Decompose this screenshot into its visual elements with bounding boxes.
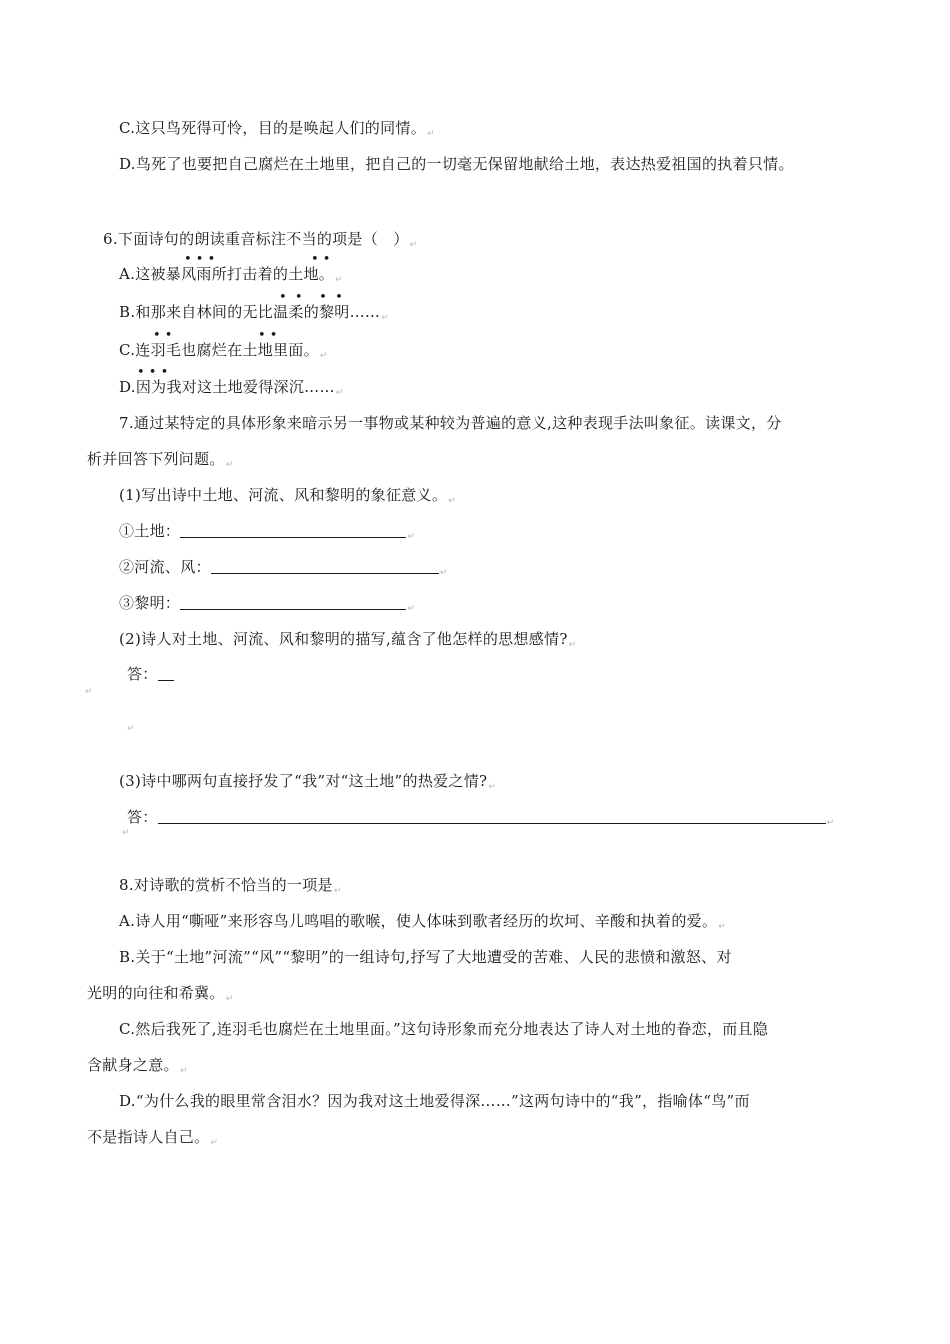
- q8-option-a-text: A.诗人用“嘶哑”来形容鸟儿鸣唱的歌喉，使人体味到歌者经历的坎坷、辛酸和执着的爱。: [119, 912, 718, 930]
- stray-paragraph-mark-2: ↵: [127, 724, 135, 734]
- q6-stem: [103, 229, 417, 255]
- emphasis-dots-d: • • •: [137, 365, 169, 380]
- q7-answer3-input[interactable]: [158, 809, 826, 824]
- q8-option-d-text-2: 不是指诗人自己。: [87, 1128, 210, 1146]
- paragraph-mark-icon: ↵: [333, 886, 342, 896]
- q7-blank1-label: ①土地：: [119, 522, 181, 540]
- emphasis-dots-c2: • •: [258, 328, 278, 343]
- q7-blank2-input[interactable]: [211, 559, 439, 574]
- q6-option-c: [119, 340, 328, 366]
- q7-answer2-row: [127, 664, 174, 684]
- q7-blank2-label: ②河流、风：: [119, 558, 211, 576]
- q6-option-a: [119, 264, 343, 290]
- q8-option-b-line2: [87, 983, 234, 1009]
- emphasis-dots-c1: • •: [153, 328, 173, 343]
- q7-stem-text-2: 析并回答下列问题。: [87, 450, 225, 468]
- q7-sub1-text: (1)写出诗中土地、河流、风和黎明的象征意义。: [119, 486, 448, 504]
- q7-answer3-row: [127, 807, 834, 833]
- paragraph-mark-icon: ↵: [225, 460, 234, 470]
- q6-option-b-text: B.和那来自林间的无比温柔的黎明……: [119, 303, 381, 321]
- stray-paragraph-mark-1: ↵: [85, 687, 93, 697]
- paragraph-mark-icon: ↵: [335, 275, 343, 285]
- paragraph-mark-icon: ↵: [718, 922, 727, 932]
- q7-sub1: [119, 485, 456, 511]
- paragraph-mark-icon: ↵: [568, 640, 577, 650]
- q8-option-b-text-1: B.关于“土地”河流”“风”“黎明”的一组诗句,抒写了大地遭受的苦难、人民的悲愤和激怒、对: [119, 948, 732, 966]
- q7-sub3: [119, 771, 496, 797]
- q7-sub2-text: (2)诗人对土地、河流、风和黎明的描写,蕴含了他怎样的思想感情?: [119, 630, 568, 648]
- q7-blank1-row: [119, 521, 415, 547]
- q8-stem-text: 8.对诗歌的赏析不恰当的一项是: [119, 876, 333, 894]
- paragraph-mark-icon: ↵: [381, 313, 390, 323]
- q8-option-c-text-1: C.然后我死了,连羽毛也腐烂在土地里面。”这句诗形象而充分地表达了诗人对土地的眷恋，而且隐: [119, 1020, 769, 1038]
- emphasis-dots-a2: • •: [311, 252, 331, 267]
- paragraph-mark-icon: ↵: [448, 496, 456, 506]
- q7-answer2-input[interactable]: [158, 666, 174, 681]
- paragraph-mark-icon: ↵: [826, 818, 835, 828]
- q7-answer3-label: 答：: [127, 808, 158, 826]
- paragraph-mark-icon: ↵: [179, 1066, 188, 1076]
- q8-option-b-line1: [119, 947, 732, 967]
- paragraph-mark-icon: ↵: [427, 129, 435, 139]
- paragraph-mark-icon: ↵: [210, 1138, 219, 1148]
- paragraph-mark-icon: ↵: [335, 388, 344, 398]
- paragraph-mark-icon: ↵: [409, 240, 418, 250]
- q7-stem-line2: [87, 449, 234, 475]
- q8-option-b-text-2: 光明的向往和希冀。: [87, 984, 225, 1002]
- q5-option-d: [119, 154, 794, 174]
- q8-stem: [119, 875, 342, 901]
- q8-option-d-text-1: D.“为什么我的眼里常含泪水？因为我对这土地爱得深……”这两句诗中的“我”，指喻体“鸟”而: [119, 1092, 750, 1110]
- q8-option-a: [119, 911, 726, 937]
- q7-blank2-row: [119, 557, 448, 583]
- q7-blank1-input[interactable]: [180, 523, 406, 538]
- paragraph-mark-icon: ↵: [225, 994, 234, 1004]
- q7-stem-text-1: 7.通过某特定的具体形象来暗示另一事物或某种较为普遍的意义,这种表现手法叫象征。读课文，分: [119, 414, 782, 432]
- q8-option-d-line1: [119, 1091, 750, 1111]
- q5-option-d-text: D.鸟死了也要把自己腐烂在土地里，把自己的一切毫无保留地献给土地，表达热爱祖国的执着只情。: [119, 155, 794, 173]
- q6-stem-text: 6.下面诗句的朗读重音标注不当的项是（ ）: [103, 230, 409, 248]
- q6-option-d: [119, 377, 344, 403]
- q5-option-c-text: C.这只鸟死得可怜，目的是唤起人们的同情。: [119, 119, 427, 137]
- q7-blank3-label: ③黎明：: [119, 594, 181, 612]
- q8-option-c-line1: [119, 1019, 768, 1039]
- paragraph-mark-icon: ↵: [319, 351, 328, 361]
- paragraph-mark-icon: ↵: [488, 782, 497, 792]
- q6-option-c-text: C.连羽毛也腐烂在土地里面。: [119, 341, 319, 359]
- q7-blank3-row: [119, 593, 415, 619]
- paragraph-mark-icon: ↵: [439, 568, 448, 578]
- q6-option-a-text: A.这被暴风雨所打击着的土地。: [119, 265, 335, 283]
- q7-sub2: [119, 629, 577, 655]
- q7-answer2-label: 答：: [127, 665, 158, 683]
- q8-option-c-line2: [87, 1055, 188, 1081]
- q7-blank3-input[interactable]: [180, 595, 406, 610]
- q7-stem-line1: [119, 413, 782, 433]
- emphasis-dots-a1: • • •: [184, 252, 216, 267]
- q7-sub3-text: (3)诗中哪两句直接抒发了“我”对“这土地”的热爱之情?: [119, 772, 488, 790]
- q6-option-b: [119, 302, 389, 328]
- q8-option-c-text-2: 含献身之意。: [87, 1056, 179, 1074]
- paragraph-mark-icon: ↵: [407, 604, 416, 614]
- q5-option-c: [119, 118, 435, 144]
- q8-option-d-line2: [87, 1127, 218, 1153]
- emphasis-dots-b: • • • •: [279, 290, 343, 305]
- q6-option-d-text: D.因为我对这土地爱得深沉……: [119, 378, 335, 396]
- paragraph-mark-icon: ↵: [407, 532, 416, 542]
- stray-paragraph-mark-3: ↵: [122, 828, 130, 838]
